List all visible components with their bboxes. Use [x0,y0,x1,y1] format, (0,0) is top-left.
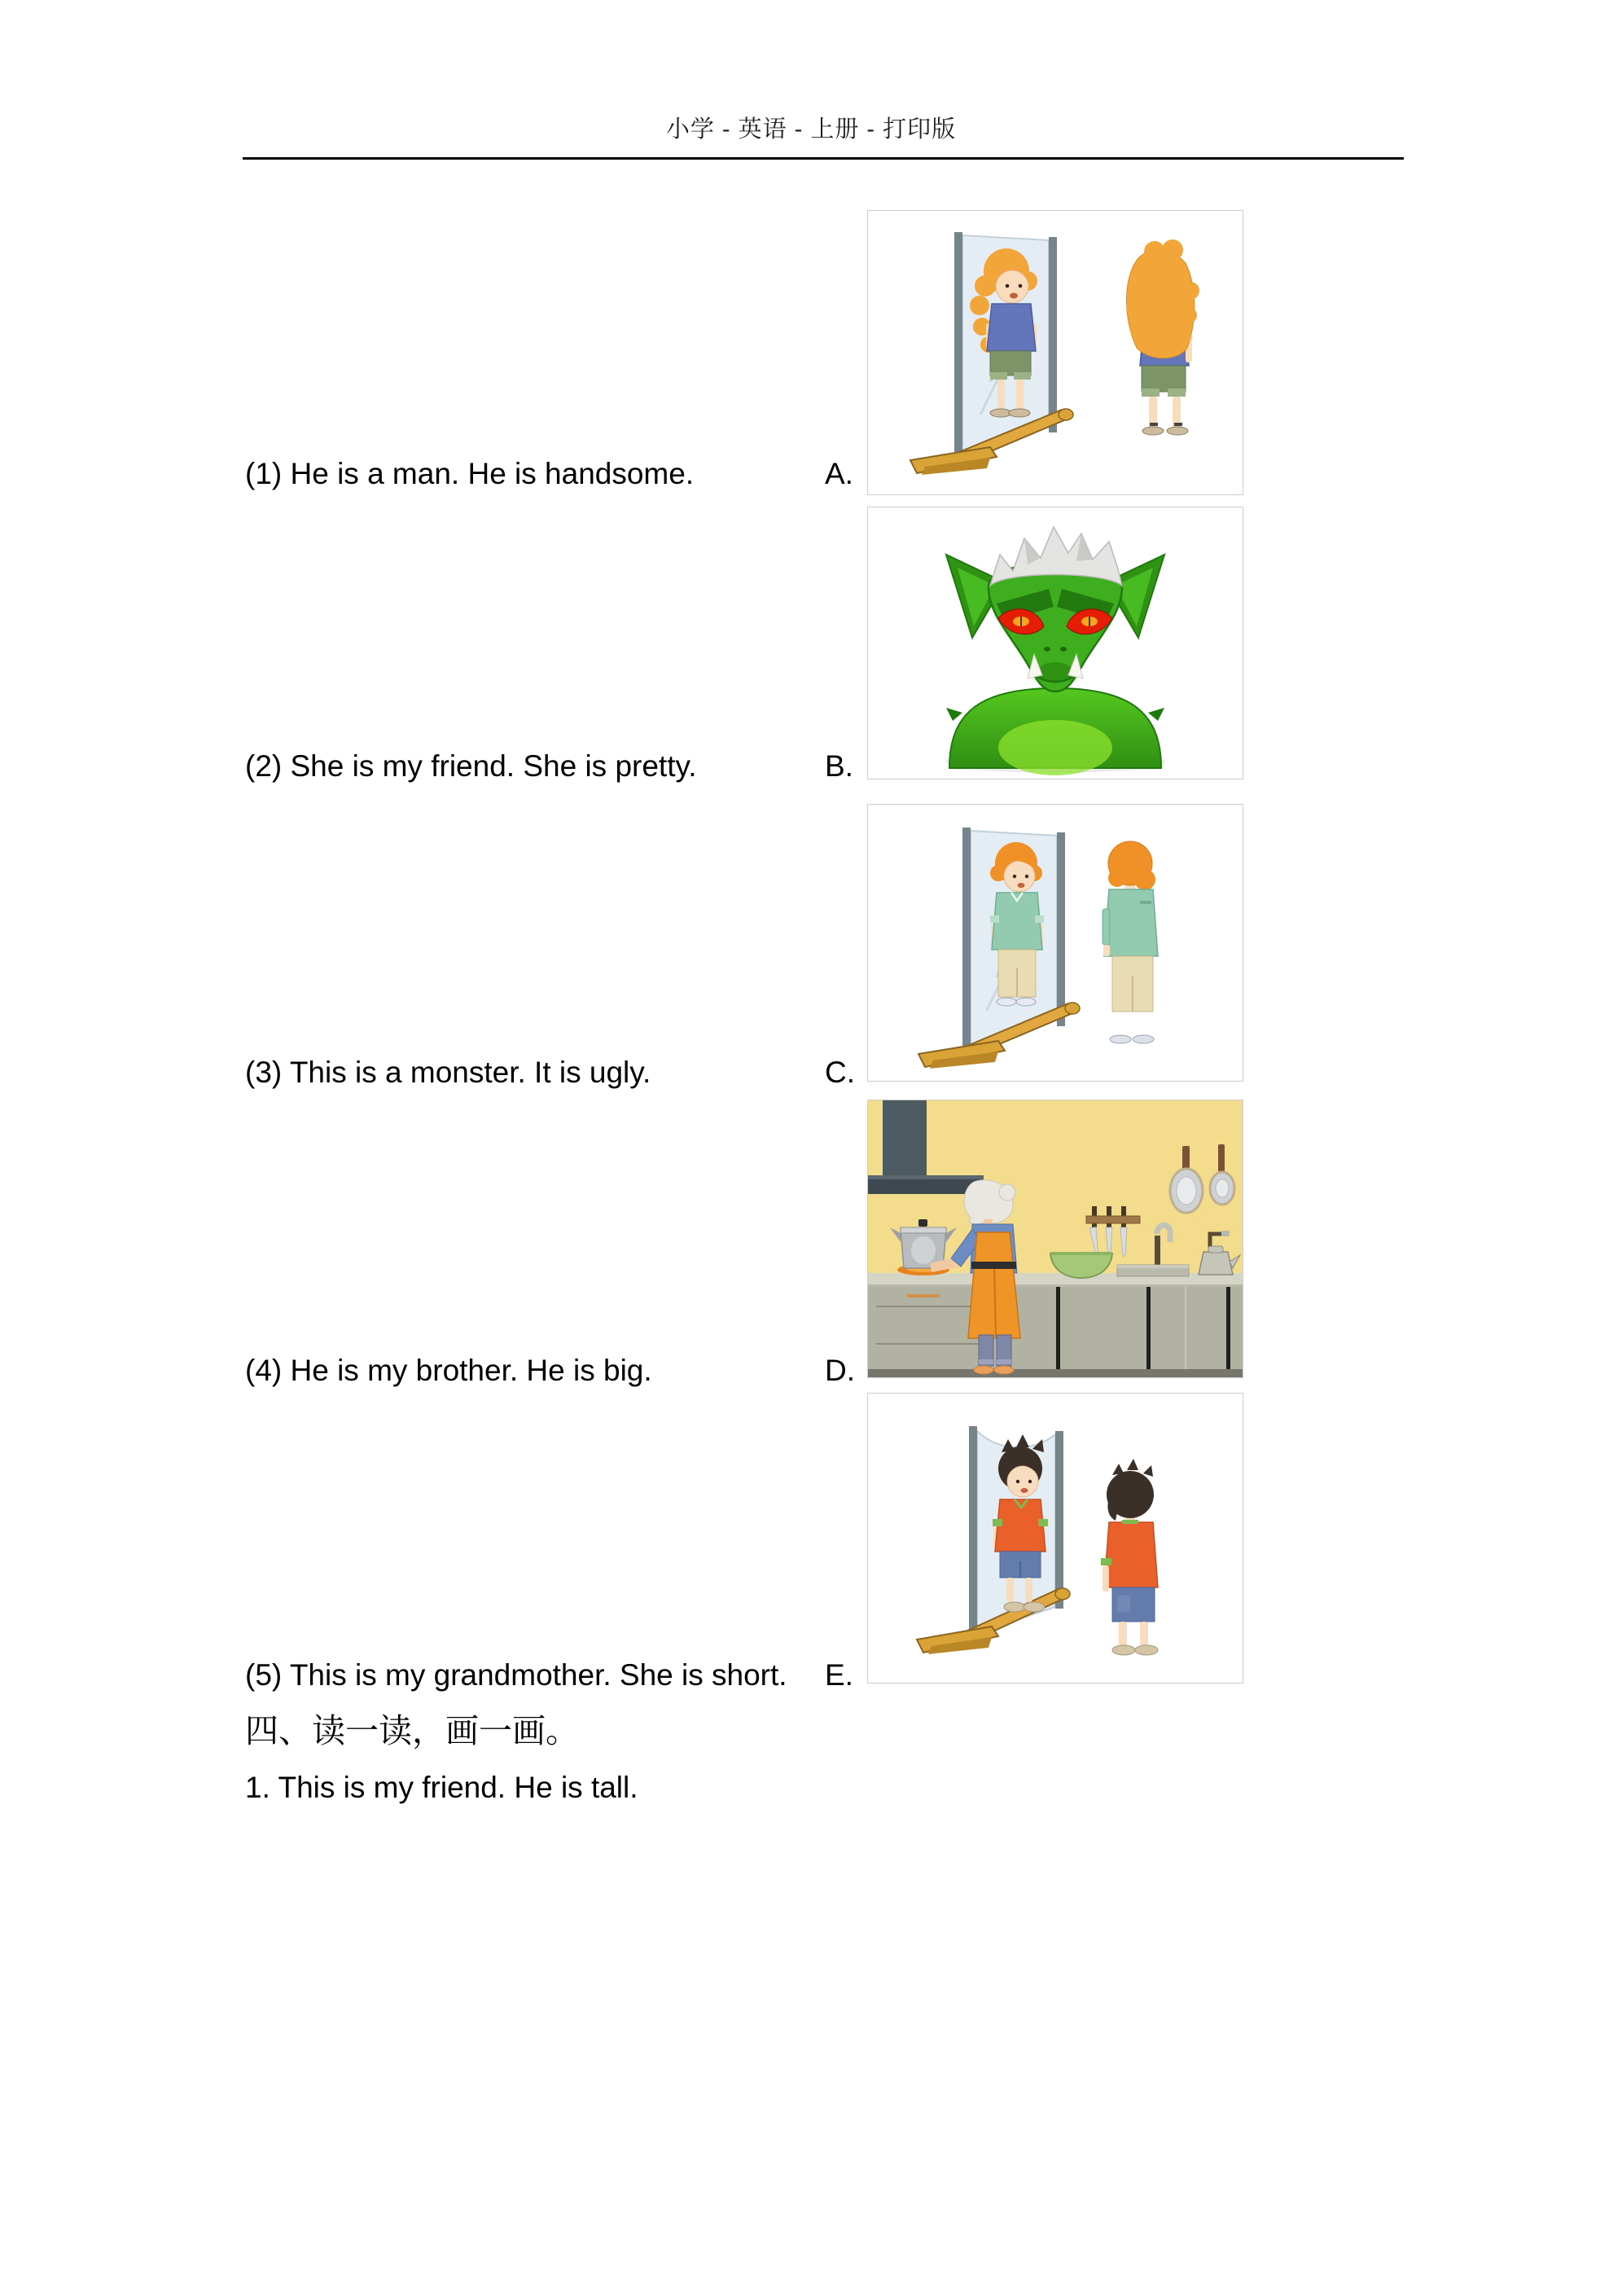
picture-c-boy-mirror [867,804,1243,1082]
monster-illustration [868,507,1243,779]
girl-mirror-illustration [868,211,1243,494]
match-item-4: (4) He is my brother. He is big. [245,1354,652,1387]
picture-e-boy-curved-mirror [867,1393,1243,1684]
match-item-3: (3) This is a monster. It is ugly. [245,1056,651,1089]
match-letter-c: C. [825,1056,855,1089]
sink [1117,1265,1189,1276]
match-letter-d: D. [825,1354,855,1387]
picture-b-monster [867,507,1243,779]
monster-body [946,688,1164,775]
match-item-2: (2) She is my friend. She is pretty. [245,749,697,783]
match-item-1: (1) He is a man. He is handsome. [245,457,695,490]
page-title: 小学 - 英语 - 上册 - 打印版 [665,116,957,143]
match-letter-b: B. [825,749,853,783]
picture-a-girl-mirror [867,210,1243,495]
match-letter-a: A. [825,457,853,490]
boy-curved-mirror-illustration [868,1394,1243,1683]
match-letter-e: E. [825,1658,853,1692]
counter-and-cabinets [868,1273,1243,1377]
section-four-heading: 四、读一读，画一画。 [245,1712,579,1749]
header-divider [243,157,1404,160]
match-item-5: (5) This is my grandmother. She is short. [245,1658,787,1692]
boy-reflection [990,842,1044,1006]
girl-real [1126,239,1199,435]
boy-mirror-illustration [868,805,1243,1081]
section-four-item-1: 1. This is my friend. He is tall. [245,1771,638,1804]
boy-real [1101,1459,1158,1655]
picture-d-kitchen [867,1100,1243,1378]
boy-real [1103,841,1158,1043]
kitchen-illustration [868,1100,1243,1377]
